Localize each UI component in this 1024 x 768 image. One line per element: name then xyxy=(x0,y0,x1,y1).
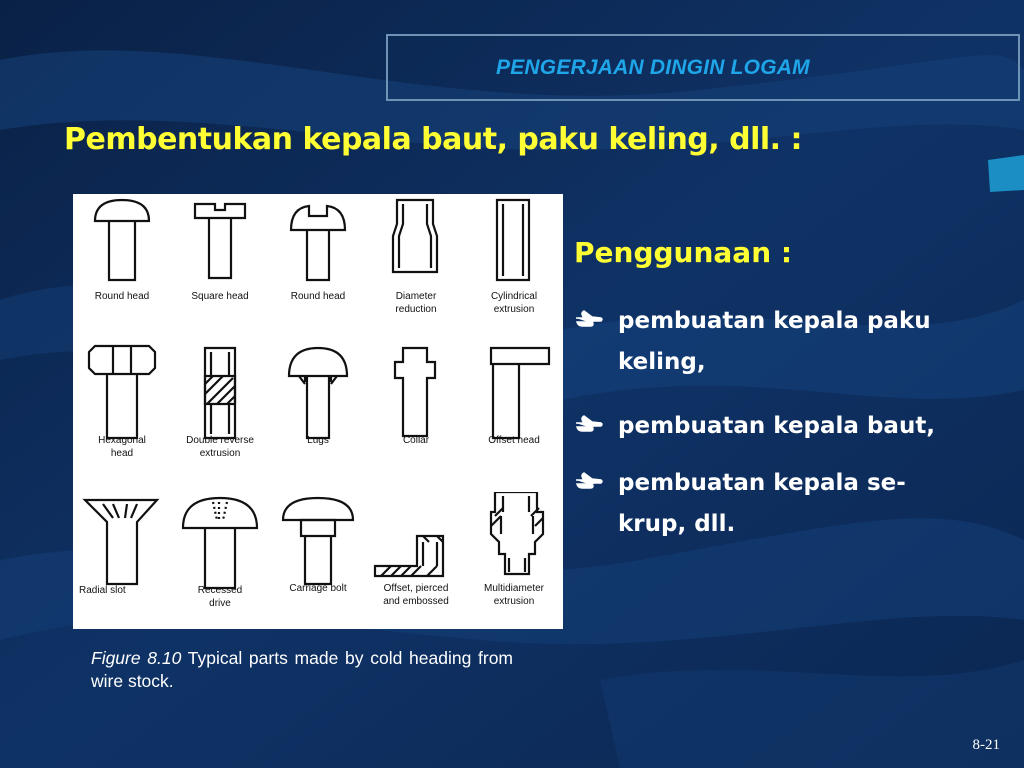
figure-caption-text: Typical parts made by cold heading from wire stock. xyxy=(91,648,514,691)
part-label: Lugs xyxy=(307,435,329,446)
part-lugs xyxy=(269,342,367,487)
part-recessed-drive xyxy=(171,492,269,637)
part-label: Offset head xyxy=(488,435,540,446)
part-label: Recessed drive xyxy=(197,585,243,609)
part-cylindrical-extrusion xyxy=(465,194,563,339)
part-label: Round head xyxy=(290,291,346,302)
part-label: Cylindrical extrusion xyxy=(490,291,538,315)
part-diameter-reduction xyxy=(367,194,465,339)
part-label: Round head xyxy=(94,291,150,302)
usage-item-text: pembuatan kepala paku xyxy=(618,308,931,334)
part-radial-slot xyxy=(73,492,171,637)
part-offset-head xyxy=(465,342,563,487)
usage-item-text: pembuatan kepala se- xyxy=(618,470,906,496)
page-number: 8-21 xyxy=(972,737,1000,753)
part-label: Multidiameter extrusion xyxy=(483,583,545,607)
pointing-hand-icon xyxy=(574,471,604,493)
part-offset-pierced-embossed xyxy=(367,492,465,637)
part-label: Carriage bolt xyxy=(289,583,347,594)
part-carriage-bolt xyxy=(269,492,367,637)
part-label: Hexagonal head xyxy=(98,435,146,459)
figure-caption xyxy=(91,647,513,693)
part-label: Square head xyxy=(191,291,249,302)
pointing-hand-icon xyxy=(574,309,604,331)
pointing-hand-icon xyxy=(574,414,604,436)
part-label: Collar xyxy=(402,435,430,446)
part-multidiameter-extrusion xyxy=(465,492,563,637)
part-round-head-slotted xyxy=(269,194,367,339)
part-label: Offset, pierced and embossed xyxy=(383,583,449,607)
slide-title: PENGERJAAN DINGIN LOGAM xyxy=(496,56,810,79)
part-label: Double reverse extrusion xyxy=(186,435,254,459)
usage-item-text: pembuatan kepala baut, xyxy=(618,413,936,439)
usage-item-text-continued: keling, xyxy=(618,349,706,375)
figure-caption-label: Figure 8.10 xyxy=(91,648,182,668)
part-collar xyxy=(367,342,465,487)
part-round-head xyxy=(73,194,171,339)
slide-title-box xyxy=(386,34,1020,101)
figure-panel xyxy=(73,194,563,629)
part-label: Radial slot xyxy=(79,585,126,596)
usage-title: Penggunaan : xyxy=(574,236,793,269)
part-square-head xyxy=(171,194,269,339)
part-hexagonal-head xyxy=(73,342,171,487)
slide-heading: Pembentukan kepala baut, paku keling, dll. : xyxy=(64,122,802,157)
part-double-reverse-extrusion xyxy=(171,342,269,487)
usage-item-text-continued: krup, dll. xyxy=(618,511,736,537)
part-label: Diameter reduction xyxy=(395,291,437,315)
